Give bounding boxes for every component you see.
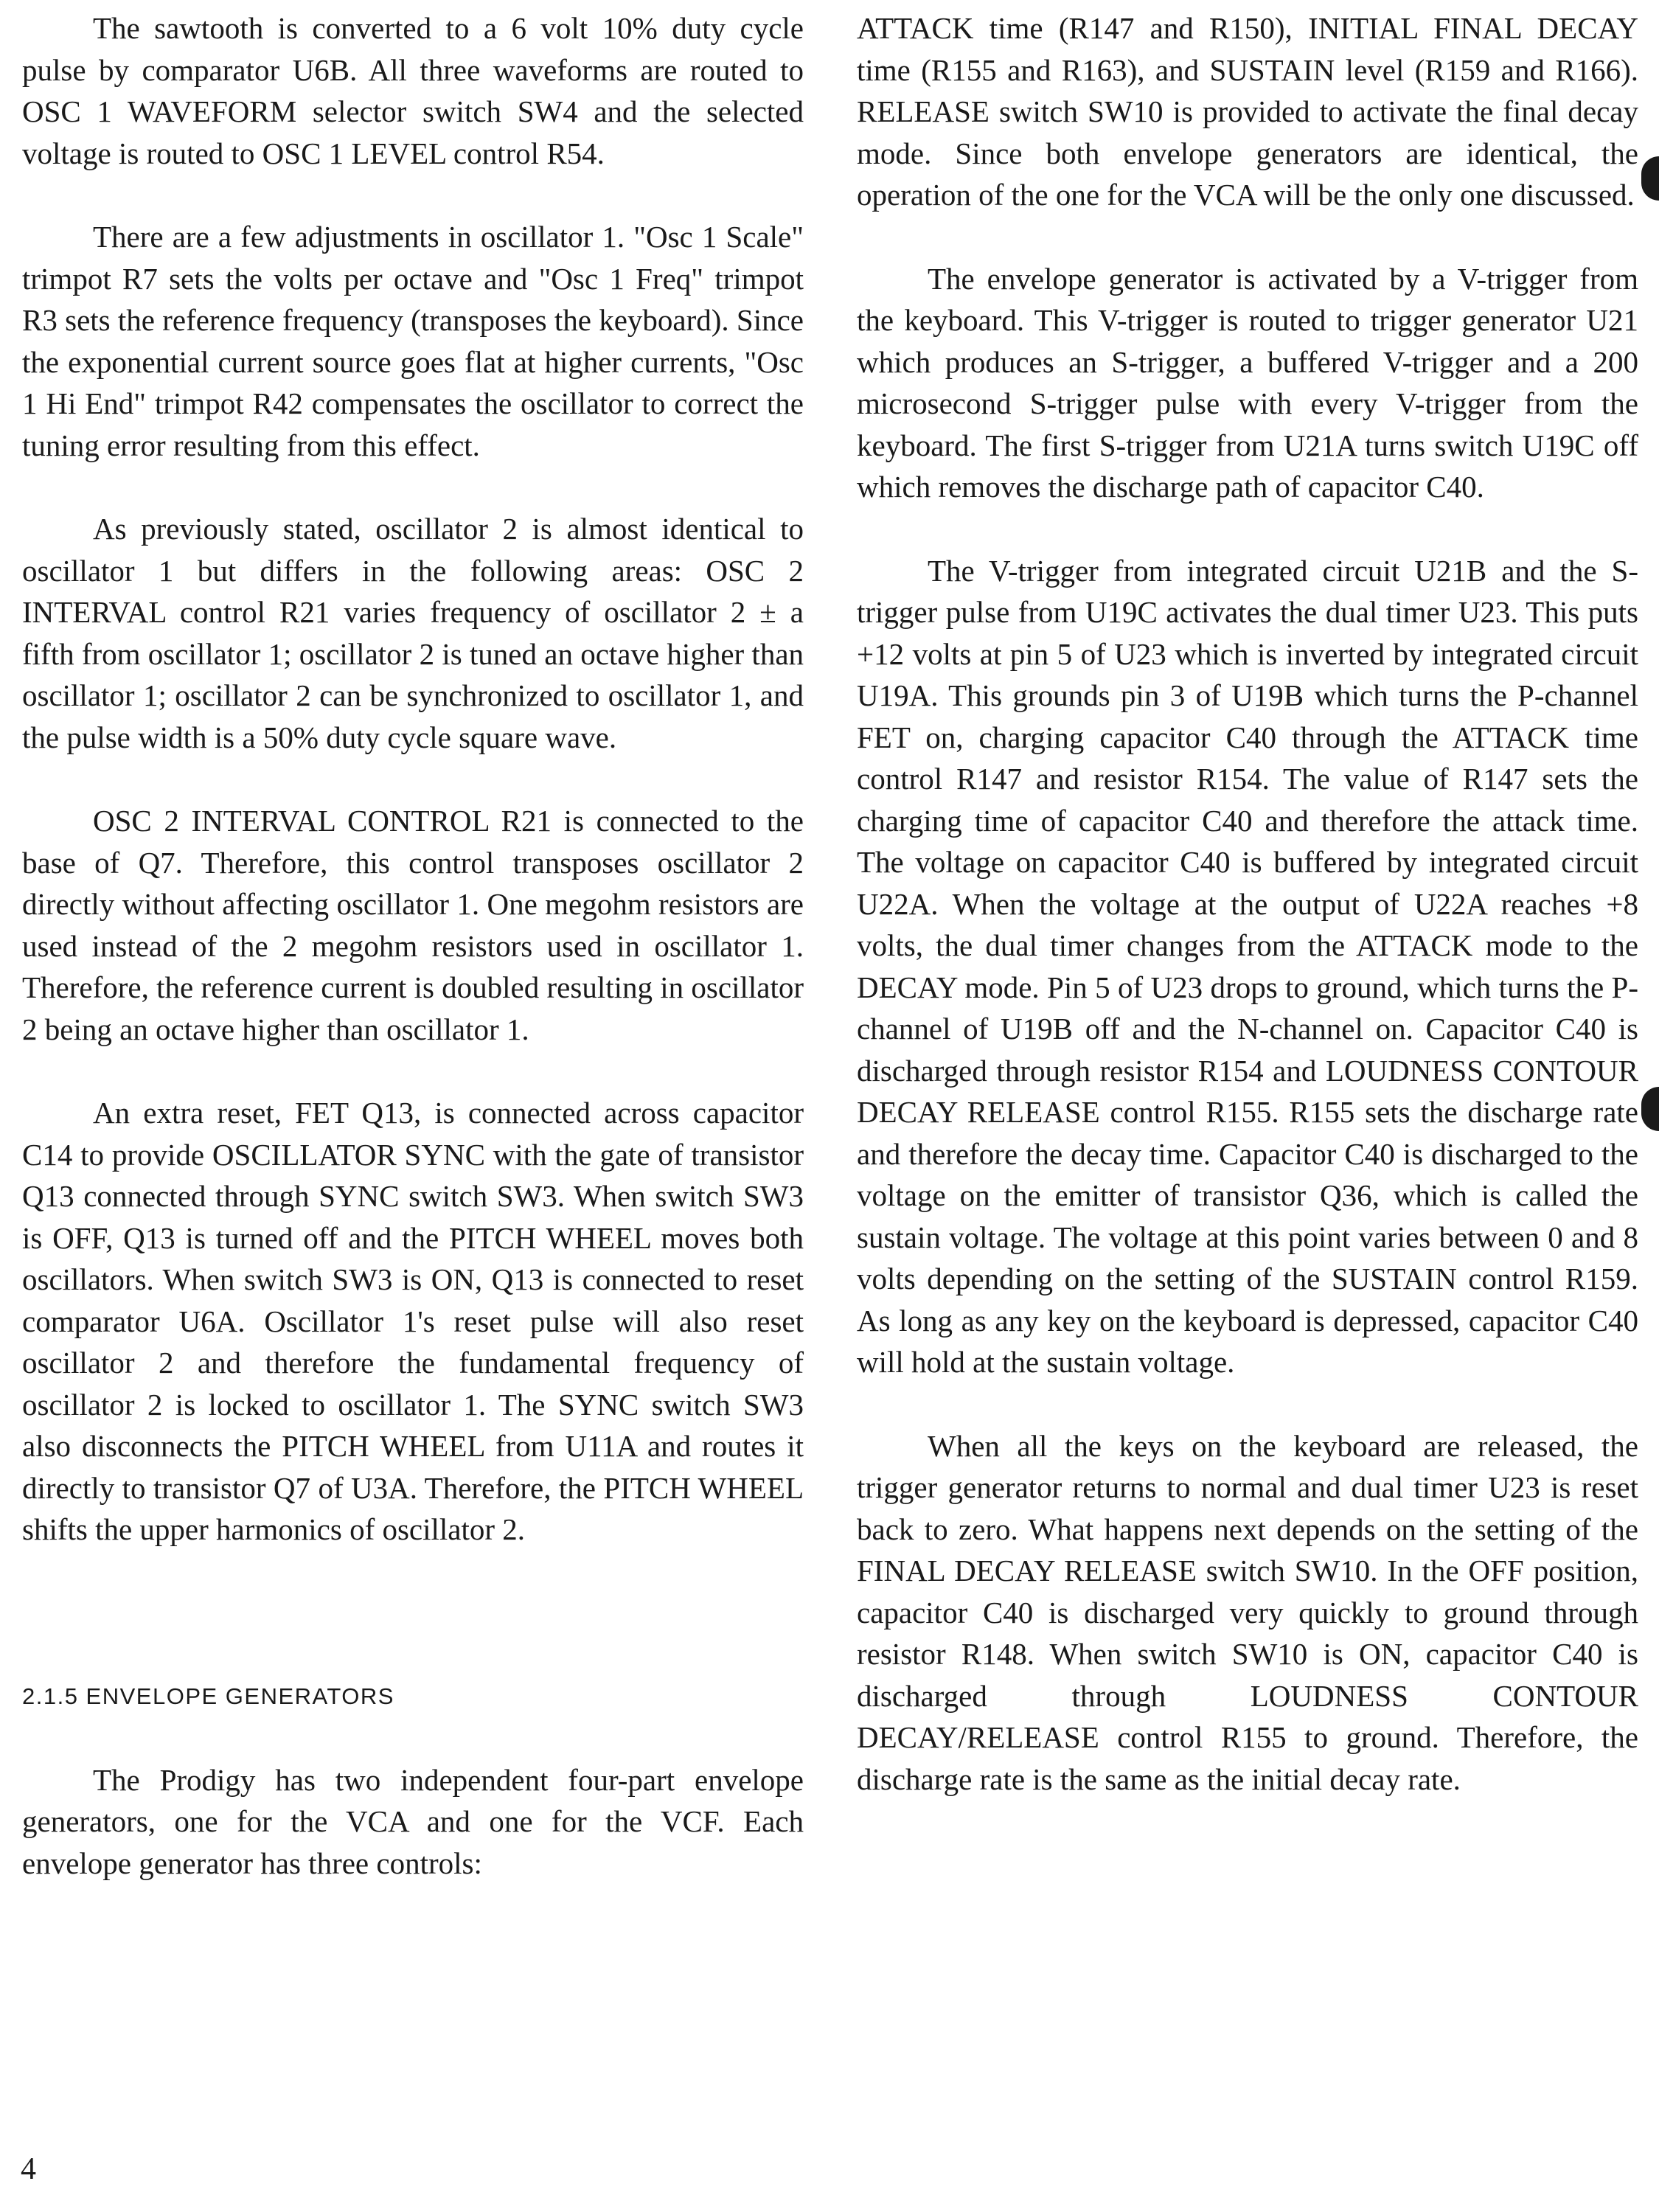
left-paragraph-3: As previously stated, oscillator 2 is almost identical to oscillator 1 but differs in the following areas: OSC 2 INTERVAL control R21 varies frequency of oscillator 2 ± a fifth from oscillator 1; oscillator 2 is tuned an octave higher than oscillator 1; oscillator 2 can be synchronized to oscillator 1, and the pulse width is a 50% duty cycle square wave. [22,512,804,754]
paragraph-spacer [857,1383,1638,1425]
paragraph-spacer [22,758,804,800]
section-heading: 2.1.5 ENVELOPE GENERATORS [22,1683,394,1709]
paragraph-spacer [22,1717,804,1759]
paragraph-spacer [857,216,1638,258]
left-paragraph-6: The Prodigy has two independent four-part envelope generators, one for the VCA and one for the VCF. Each envelope generator has three controls: [22,1762,804,1880]
right-column [857,7,1638,1800]
page-number: 4 [21,2152,36,2186]
paragraph-spacer [857,508,1638,550]
left-paragraph-5: An extra reset, FET Q13, is connected across capacitor C14 to provide OSCILLATOR SYNC with the gate of transistor Q13 connected through SYNC switch SW3. When switch SW3 is OFF, Q13 is turned off and the PITCH WHEEL moves both oscillators. When switch SW3 is ON, Q13 is connected to reset comparator U6A. Oscillator 1's reset pulse will also reset oscillator 2 and therefore the fundamental frequency of oscillator 2 is locked to oscillator 1. The SYNC switch SW3 also disconnects the PITCH WHEEL from U11A and routes it directly to transistor Q7 of U3A. Therefore, the PITCH WHEEL shifts the upper harmonics of oscillator 2. [22,1096,804,1546]
left-paragraph-4: OSC 2 INTERVAL CONTROL R21 is connected to the base of Q7. Therefore, this control transposes oscillator 2 directly without affecting oscillator 1. One megohm resistors are used instead of the 2 megohm resistors used in oscillator 1. Therefore, the reference current is doubled resulting in oscillator 2 being an octave higher than oscillator 1. [22,804,804,1046]
paragraph-spacer [22,174,804,216]
left-paragraph-1: The sawtooth is converted to a 6 volt 10% duty cycle pulse by comparator U6B. All three waveforms are routed to OSC 1 WAVEFORM selector switch SW4 and the selected voltage is routed to OSC 1 LEVEL control R54. [22,11,804,170]
left-column [22,7,804,1884]
binding-hole-mark [1641,156,1659,201]
right-paragraph-3: The V-trigger from integrated circuit U21B and the S-trigger pulse from U19C activates the dual timer U23. This puts +12 volts at pin 5 of U23 which is inverted by integrated circuit U19A. This grounds pin 3 of U19B which turns the P-channel FET on, charging capacitor C40 through the ATTACK time control R147 and resistor R154. The value of R147 sets the charging time of capacitor C40 and therefore the attack time. The voltage on capacitor C40 is buffered by integrated circuit U22A. When the voltage at the output of U22A reaches +8 volts, the dual timer changes from the ATTACK mode to the DECAY mode. Pin 5 of U23 drops to ground, which turns the P-channel of U19B off and the N-channel on. Capacitor C40 is discharged through resistor R154 and LOUDNESS CONTOUR DECAY RELEASE control R155. R155 sets the discharge rate and therefore the decay time. Capacitor C40 is discharged to the voltage on the emitter of transistor Q36, which is called the sustain voltage. The voltage at this point varies between 0 and 8 volts depending on the setting of the SUSTAIN control R159. As long as any key on the keyboard is depressed, capacitor C40 will hold at the sustain voltage. [857,553,1638,1379]
right-paragraph-2: The envelope generator is activated by a V-trigger from the keyboard. This V-trigger is routed to trigger generator U21 which produces an S-trigger, a buffered V-trigger and a 200 microsecond S-trigger pulse with every V-trigger from the keyboard. The first S-trigger from U21A turns switch U19C off which removes the discharge path of capacitor C40. [857,261,1638,504]
paragraph-spacer [22,466,804,508]
section-spacer [22,1551,804,1676]
paragraph-spacer [22,1050,804,1092]
left-paragraph-2: There are a few adjustments in oscillator 1. "Osc 1 Scale" trimpot R7 sets the volts per octave and "Osc 1 Freq" trimpot R3 sets the reference frequency (transposes the keyboard). Since the exponential current source goes flat at higher currents, "Osc 1 Hi End" trimpot R42 compensates the oscillator to correct the tuning error resulting from this effect. [22,220,804,462]
right-paragraph-4: When all the keys on the keyboard are released, the trigger generator returns to normal and dual timer U23 is reset back to zero. What happens next depends on the setting of the FINAL DECAY RELEASE switch SW10. In the OFF position, capacitor C40 is discharged very quickly to ground through resistor R148. When switch SW10 is ON, capacitor C40 is discharged through LOUDNESS CONTOUR DECAY/RELEASE control R155 to ground. Therefore, the discharge rate is the same as the initial decay rate. [857,1428,1638,1796]
binding-hole-mark [1641,1087,1659,1131]
right-paragraph-1: ATTACK time (R147 and R150), INITIAL FINAL DECAY time (R155 and R163), and SUSTAIN level (R159 and R166). RELEASE switch SW10 is provided to activate the final decay mode. Since both envelope generators are identical, the operation of the one for the VCA will be the only one discussed. [857,11,1638,212]
